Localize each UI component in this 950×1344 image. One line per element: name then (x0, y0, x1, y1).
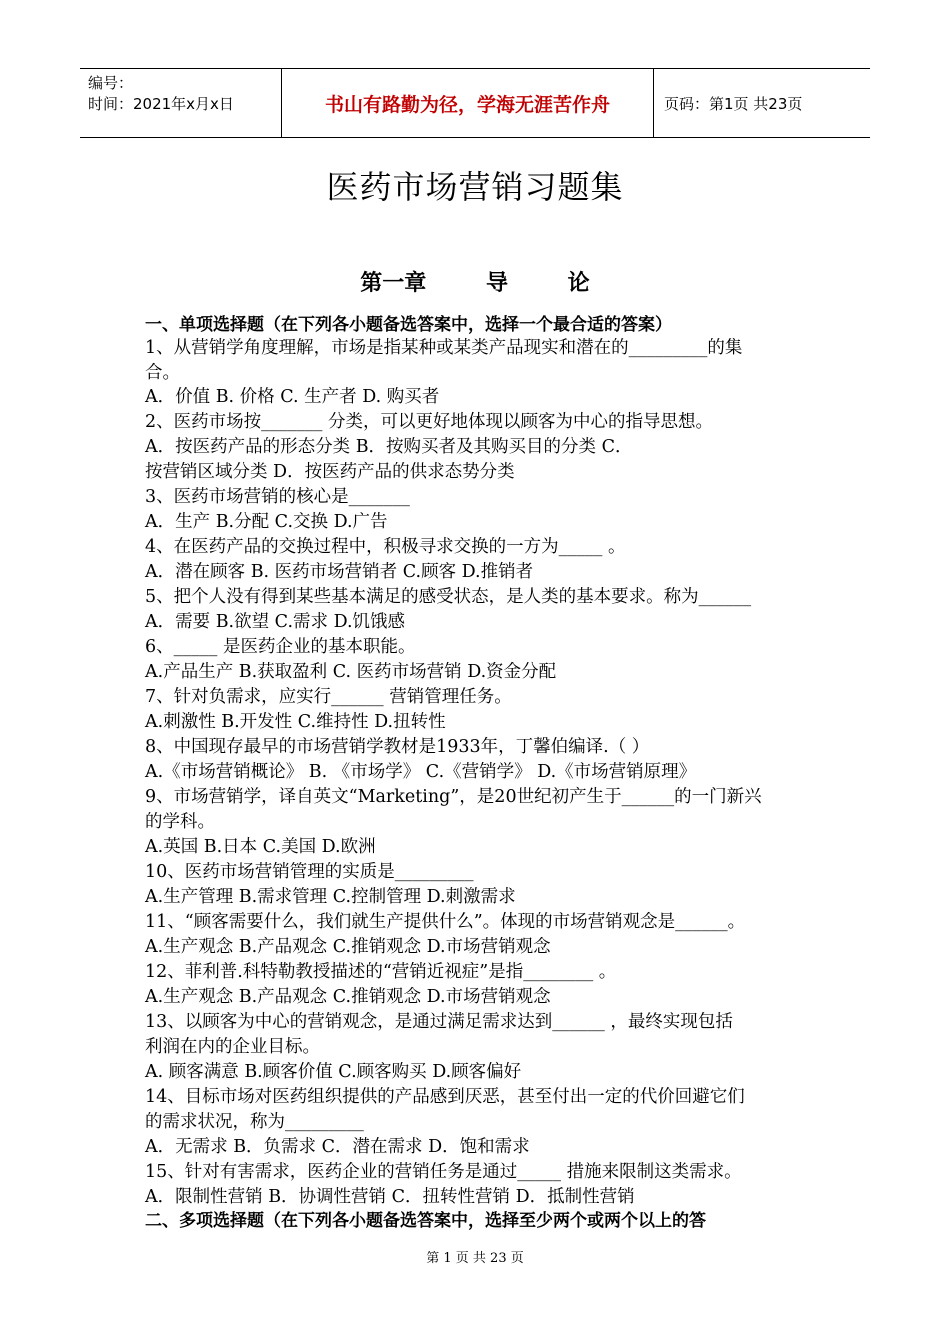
text-line: 的需求状况，称为_________ (145, 1112, 364, 1132)
text-line: 5、把个人没有得到某些基本满足的感受状态，是人类的基本要求。称为______ (145, 587, 752, 607)
text-line: A．无需求 B．负需求 C．潜在需求 D．饱和需求 (145, 1137, 530, 1157)
chapter-heading (0, 266, 950, 297)
text-line: A. 顾客满意 B.顾客价值 C.顾客购买 D.顾客偏好 (145, 1062, 522, 1082)
text-line: 11、“顾客需要什么，我们就生产提供什么”。体现的市场营销观念是______。 (145, 912, 746, 932)
header-time-label: 时间：2021年x月x日 (88, 95, 234, 113)
text-line: 1、从营销学角度理解，市场是指某种或某类产品现实和潜在的_________的集 (145, 338, 743, 358)
header-motto: 书山有路勤为径，学海无涯苦作舟 (282, 69, 654, 137)
section-heading: 一、单项选择题（在下列各小题备选答案中，选择一个最合适的答案） (145, 315, 672, 335)
text-line: 7、针对负需求，应实行______ 营销管理任务。 (145, 687, 512, 707)
text-line: A．限制性营销 B．协调性营销 C．扭转性营销 D．抵制性营销 (145, 1187, 635, 1207)
text-line: 14、目标市场对医药组织提供的产品感到厌恶，甚至付出一定的代价回避它们 (145, 1087, 745, 1107)
text-line: A.刺激性 B.开发性 C.维持性 D.扭转性 (145, 712, 446, 732)
text-line: 合。 (145, 363, 180, 383)
text-line: 9、市场营销学，译自英文“Marketing”，是20世纪初产生于______的一门新兴 (145, 787, 762, 807)
text-line: 15、针对有害需求，医药企业的营销任务是通过_____ 措施来限制这类需求。 (145, 1162, 742, 1182)
header-meta (80, 69, 282, 137)
page-footer: 第 1 页 共 23 页 (426, 1251, 524, 1266)
header-page-info: 页码：第1页 共23页 (664, 94, 803, 113)
header-number-label: 编号： (88, 74, 134, 92)
text-line: A．潜在顾客 B. 医药市场营销者 C.顾客 D.推销者 (145, 562, 534, 582)
text-line: 10、医药市场营销管理的实质是_________ (145, 862, 474, 882)
text-line: 4、在医药产品的交换过程中，积极寻求交换的一方为_____ 。 (145, 537, 626, 557)
text-line: A.英国 B.日本 C.美国 D.欧洲 (145, 837, 376, 857)
text-line: A.生产观念 B.产品观念 C.推销观念 D.市场营销观念 (145, 937, 551, 957)
text-line: A.生产观念 B.产品观念 C.推销观念 D.市场营销观念 (145, 987, 551, 1007)
doc-title: 医药市场营销习题集 (326, 168, 624, 206)
section-heading: 二、多项选择题（在下列各小题备选答案中，选择至少两个或两个以上的答 (145, 1211, 706, 1231)
chapter-number: 第一章 (360, 271, 427, 296)
text-line: 的学科。 (145, 812, 215, 832)
text-line: 12、菲利普.科特勒教授描述的“营销近视症”是指________ 。 (145, 962, 617, 982)
text-line: 13、以顾客为中心的营销观念，是通过满足需求达到______ ，最终实现包括 (145, 1012, 733, 1032)
text-line: A．按医药产品的形态分类 B．按购买者及其购买目的分类 C． (145, 437, 633, 457)
header-table (80, 68, 870, 138)
text-line: A.《市场营销概论》 B. 《市场学》 C.《营销学》 D.《市场营销原理》 (145, 762, 697, 782)
text-line: A．生产 B.分配 C.交换 D.广告 (145, 512, 388, 532)
text-line: 8、中国现存最早的市场营销学教材是1933年，丁馨伯编译.（ ） (145, 737, 650, 757)
text-line: A．价值 B. 价格 C. 生产者 D. 购买者 (145, 387, 440, 407)
text-line: A．需要 B.欲望 C.需求 D.饥饿感 (145, 612, 406, 632)
text-line: A.生产管理 B.需求管理 C.控制管理 D.刺激需求 (145, 887, 516, 907)
text-line: A.产品生产 B.获取盈利 C. 医药市场营销 D.资金分配 (145, 662, 557, 682)
text-line: 2、医药市场按_______ 分类，可以更好地体现以顾客为中心的指导思想。 (145, 412, 713, 432)
text-line: 6、_____ 是医药企业的基本职能。 (145, 637, 416, 657)
text-line: 利润在内的企业目标。 (145, 1037, 320, 1057)
text-line: 按营销区域分类 D．按医药产品的供求态势分类 (145, 462, 515, 482)
chapter-name-1: 导 (485, 271, 508, 296)
chapter-name-2: 论 (567, 271, 590, 296)
text-line: 3、医药市场营销的核心是_______ (145, 487, 410, 507)
